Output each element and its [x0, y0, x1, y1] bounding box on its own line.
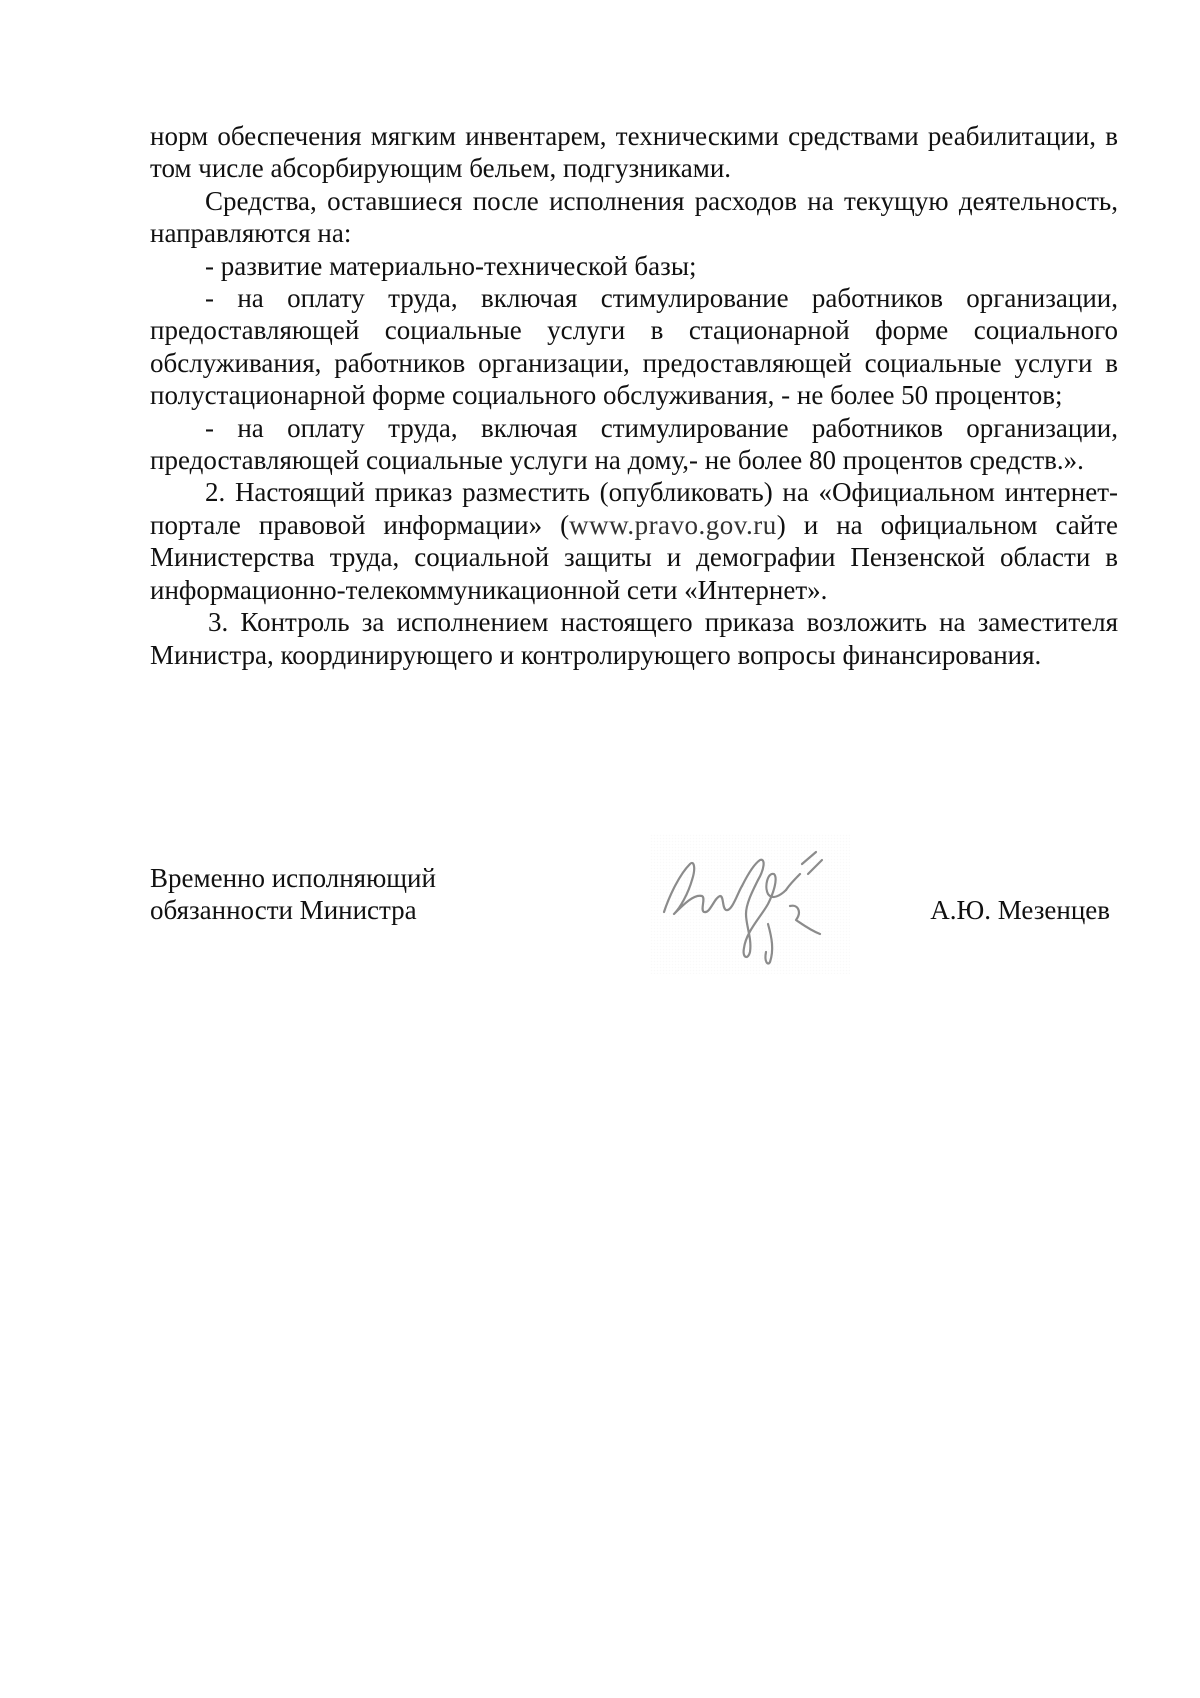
document-body	[150, 120, 1118, 671]
handwritten-signature-icon	[650, 834, 850, 974]
paragraph-item-salary-stationary: - на оплату труда, включая стимулирование работников организации, предоставляющей социальные услуги в стационарной форме социального обслуживания, работников организации, предоставляющей социальные услуги в полустационарной форме социального обслуживания, - не более 50 процентов;	[150, 283, 1118, 411]
signature-block	[150, 862, 1118, 982]
signer-role-line-2: обязанности Министра	[150, 895, 417, 926]
paragraph-continuation: норм обеспечения мягким инвентарем, техническими средствами реабилитации, в том числе абсорбирующим бельем, подгузниками.	[150, 121, 1118, 184]
paragraph-item-2-publication	[150, 476, 1118, 606]
signer-role-line-1: Временно исполняющий	[150, 863, 436, 893]
paragraph-remaining-funds: Средства, оставшиеся после исполнения расходов на текущую деятельность, направляются на:	[150, 185, 1118, 249]
signer-role	[150, 862, 436, 927]
item2-text-before: 2. Настоящий приказ разместить (опубликовать) на «Официальном интернет-портале правовой информации» (	[150, 477, 1118, 540]
paragraph-item-salary-home: - на оплату труда, включая стимулирование работников организации, предоставляющей социальные услуги на дому,- не более 80 процентов средств.».	[150, 412, 1118, 476]
pravo-url-link[interactable]: www.pravo.gov.ru	[569, 509, 777, 540]
paragraph-item-material-base: - развитие материально-технической базы;	[205, 250, 697, 281]
item2-text-after: ) и на официальном сайте Министерства труда, социальной защиты и демографии Пензенской области в информационно-телекоммуникационной сети «Интернет».	[150, 509, 1119, 605]
paragraph-item-3-control: 3. Контроль за исполнением настоящего приказа возложить на заместителя Министра, координирующего и контролирующего вопросы финансирования.	[150, 607, 1118, 670]
signer-name: А.Ю. Мезенцев	[930, 895, 1110, 925]
